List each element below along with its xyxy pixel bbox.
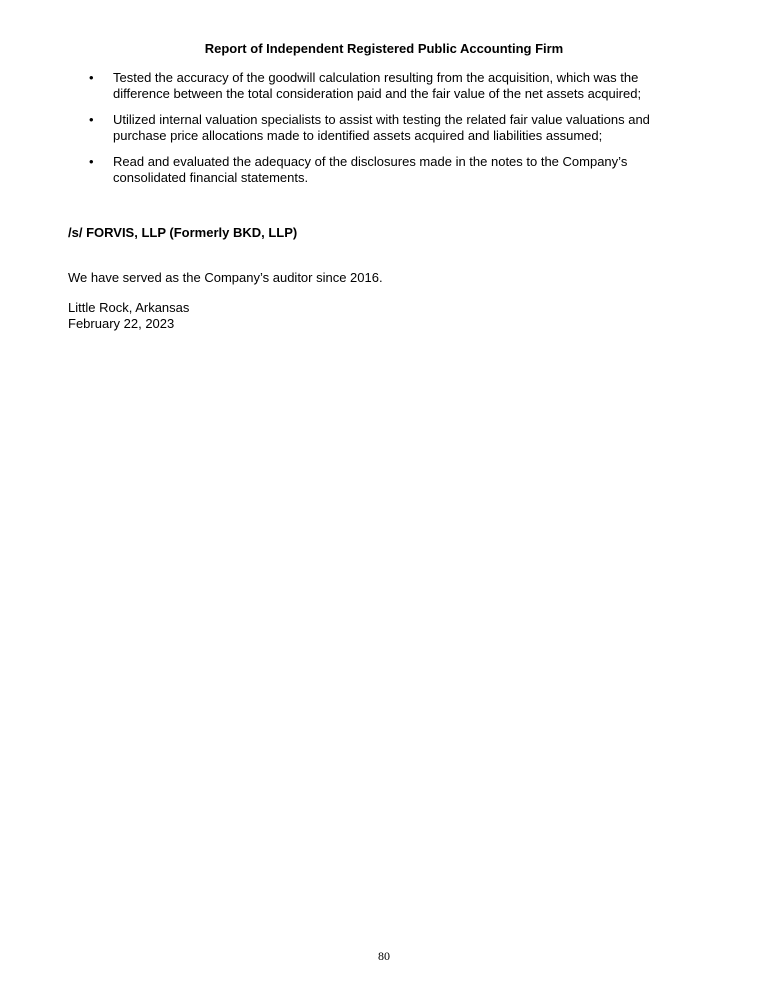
report-heading: Report of Independent Registered Public Accounting Firm xyxy=(204,41,564,56)
page-number: 80 xyxy=(378,949,390,963)
location-date-block xyxy=(68,300,189,332)
list-item xyxy=(68,154,698,186)
report-date: February 22, 2023 xyxy=(68,316,175,331)
bullet-icon: • xyxy=(89,154,94,169)
procedures-list xyxy=(68,70,698,196)
bullet-icon: • xyxy=(89,112,94,127)
list-item-text: Read and evaluated the adequacy of the disclosures made in the notes to the Company’s consolidated financial statements. xyxy=(113,154,628,185)
auditor-signature: /s/ FORVIS, LLP (Formerly BKD, LLP) xyxy=(68,225,298,240)
list-item xyxy=(68,112,698,144)
bullet-icon: • xyxy=(89,70,94,85)
list-item-text: Tested the accuracy of the goodwill calculation resulting from the acquisition, which was the difference between the total consideration paid and the fair value of the net assets acquired; xyxy=(113,70,642,101)
list-item xyxy=(68,70,698,102)
list-item-text: Utilized internal valuation specialists to assist with testing the related fair value valuations and purchase price allocations made to identified assets acquired and liabilities assumed; xyxy=(113,112,650,143)
report-location: Little Rock, Arkansas xyxy=(68,300,190,315)
auditor-tenure-statement: We have served as the Company’s auditor since 2016. xyxy=(68,270,383,285)
